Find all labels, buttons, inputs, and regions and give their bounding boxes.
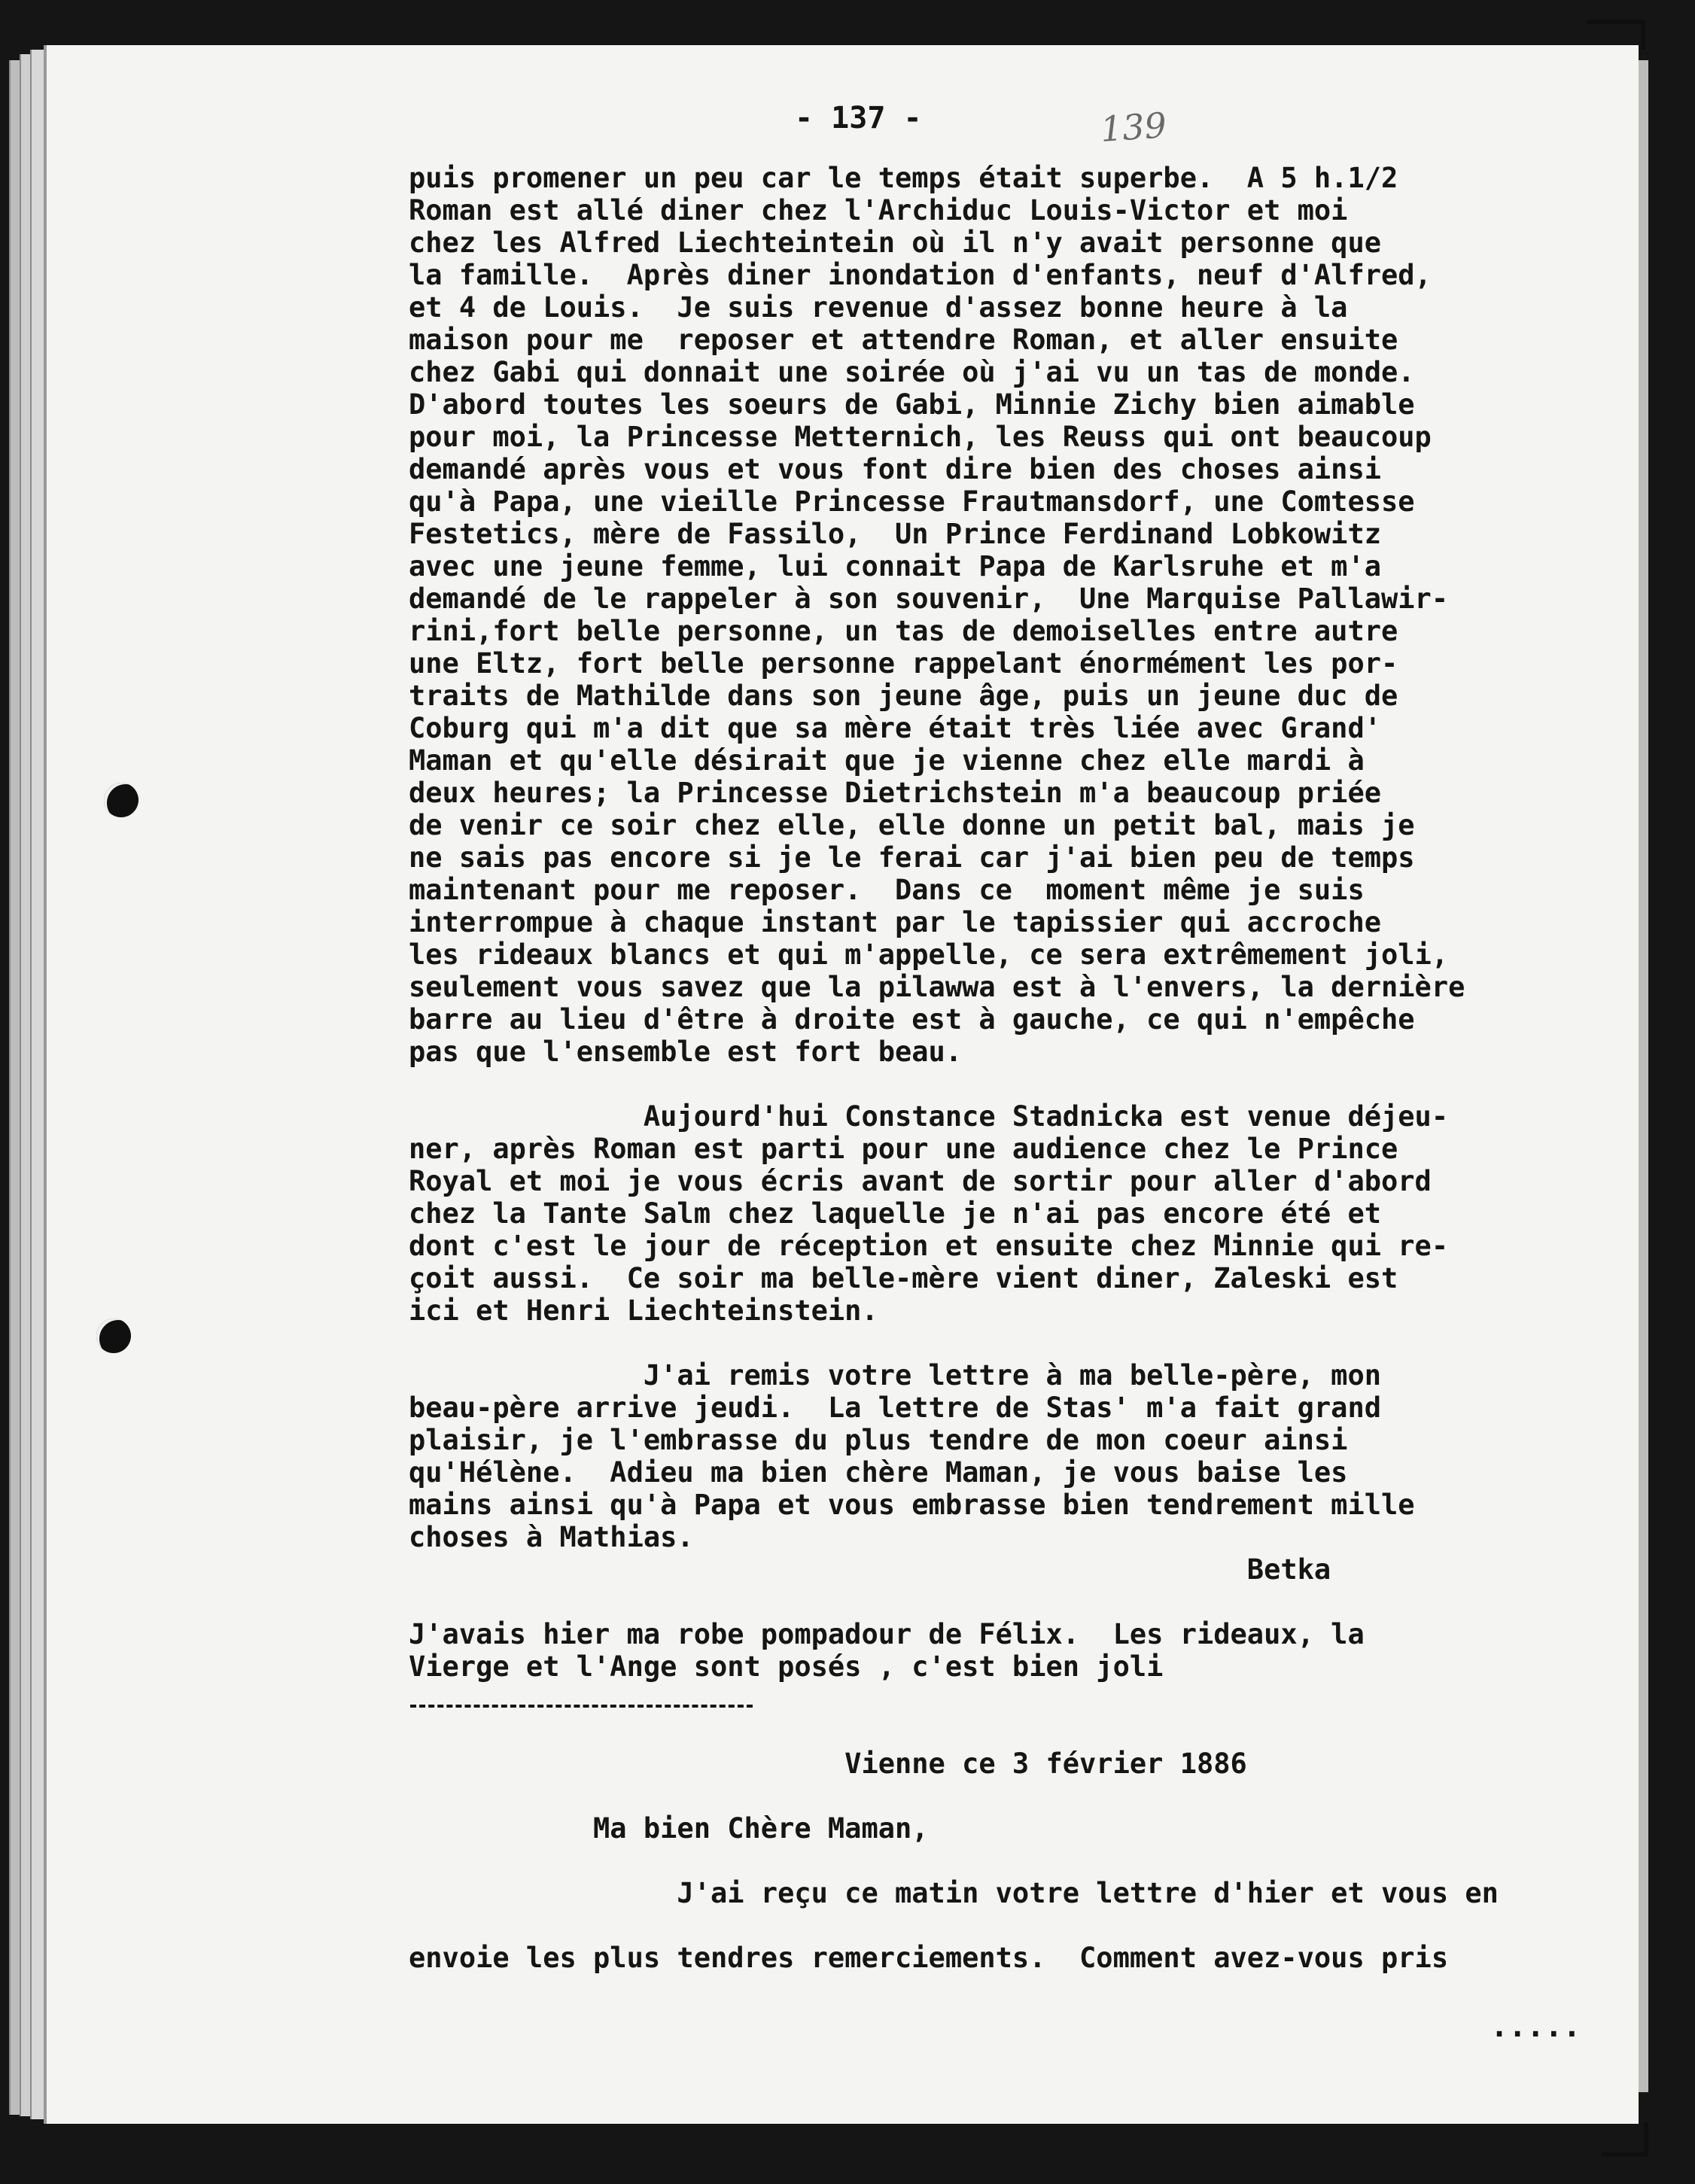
text-line: qu'Hélène. Adieu ma bien chère Maman, je vous baise les bbox=[409, 1456, 1348, 1489]
text-line: et 4 de Louis. Je suis revenue d'assez bonne heure à la bbox=[409, 291, 1348, 324]
text-line: pour moi, la Princesse Metternich, les Reuss qui ont beaucoup bbox=[409, 421, 1432, 453]
text-line: Royal et moi je vous écris avant de sortir pour aller d'abord bbox=[409, 1165, 1432, 1197]
text-line: Festetics, mère de Fassilo, Un Prince Ferdinand Lobkowitz bbox=[409, 518, 1382, 550]
crop-mark-top-right bbox=[1587, 20, 1645, 50]
text-line: de venir ce soir chez elle, elle donne un petit bal, mais je bbox=[409, 809, 1415, 841]
text-line: J'ai reçu ce matin votre lettre d'hier et vous en bbox=[409, 1877, 1499, 1909]
text-line: seulement vous savez que la pilawwa est à l'envers, la dernière bbox=[409, 971, 1465, 1003]
text-line: avec une jeune femme, lui connait Papa de Karlsruhe et m'a bbox=[409, 550, 1382, 583]
text-line: barre au lieu d'être à droite est à gauche, ce qui n'empêche bbox=[409, 1003, 1415, 1036]
text-line: Coburg qui m'a dit que sa mère était très liée avec Grand' bbox=[409, 712, 1382, 744]
text-line: Maman et qu'elle désirait que je vienne chez elle mardi à bbox=[409, 744, 1365, 777]
text-line: qu'à Papa, une vieille Princesse Frautmansdorf, une Comtesse bbox=[409, 485, 1415, 518]
text-line: puis promener un peu car le temps était superbe. A 5 h.1/2 bbox=[409, 162, 1398, 194]
text-line: deux heures; la Princesse Dietrichstein m'a beaucoup priée bbox=[409, 777, 1382, 809]
continuation-marker: ..... bbox=[1490, 2009, 1581, 2044]
text-line: Vienne ce 3 février 1886 bbox=[409, 1748, 1247, 1780]
text-line: mains ainsi qu'à Papa et vous embrasse bien tendrement mille bbox=[409, 1489, 1415, 1521]
text-line: J'avais hier ma robe pompadour de Félix. Les rideaux, la bbox=[409, 1618, 1365, 1650]
text-line: çoit aussi. Ce soir ma belle-mère vient diner, Zaleski est bbox=[409, 1262, 1398, 1294]
text-line: choses à Mathias. bbox=[409, 1521, 694, 1553]
text-line: ne sais pas encore si je le ferai car j'ai bien peu de temps bbox=[409, 841, 1415, 874]
text-line: maison pour me reposer et attendre Roman, et aller ensuite bbox=[409, 324, 1398, 356]
text-line: maintenant pour me reposer. Dans ce moment même je suis bbox=[409, 874, 1365, 906]
text-line: plaisir, je l'embrasse du plus tendre de mon coeur ainsi bbox=[409, 1424, 1348, 1456]
text-line: une Eltz, fort belle personne rappelant énormément les por- bbox=[409, 647, 1398, 680]
text-line: J'ai remis votre lettre à ma belle-père, mon bbox=[409, 1359, 1382, 1392]
letter-body bbox=[409, 162, 1499, 1974]
text-line: Vierge et l'Ange sont posés , c'est bien joli bbox=[409, 1650, 1164, 1683]
text-line: rini,fort belle personne, un tas de demoiselles entre autre bbox=[409, 615, 1398, 647]
crop-mark-bottom-right bbox=[1602, 2122, 1648, 2157]
text-line: la famille. Après diner inondation d'enfants, neuf d'Alfred, bbox=[409, 259, 1432, 291]
text-line: ner, après Roman est parti pour une audience chez le Prince bbox=[409, 1133, 1398, 1165]
text-line: Betka bbox=[409, 1553, 1331, 1586]
text-line: D'abord toutes les soeurs de Gabi, Minnie Zichy bien aimable bbox=[409, 388, 1415, 421]
text-line: Aujourd'hui Constance Stadnicka est venue déjeu- bbox=[409, 1100, 1449, 1133]
text-line: dont c'est le jour de réception et ensuite chez Minnie qui re- bbox=[409, 1230, 1449, 1262]
text-line: demandé après vous et vous font dire bien des choses ainsi bbox=[409, 453, 1382, 485]
text-line: traits de Mathilde dans son jeune âge, puis un jeune duc de bbox=[409, 680, 1398, 712]
text-line: Ma bien Chère Maman, bbox=[409, 1812, 929, 1845]
handwritten-archive-number: 139 bbox=[1099, 105, 1168, 150]
page-number: - 137 - bbox=[795, 101, 922, 135]
text-line: envoie les plus tendres remerciements. Comment avez-vous pris bbox=[409, 1942, 1449, 1974]
text-line: beau-père arrive jeudi. La lettre de Stas' m'a fait grand bbox=[409, 1392, 1382, 1424]
text-line: les rideaux blancs et qui m'appelle, ce sera extrêmement joli, bbox=[409, 938, 1449, 971]
text-line: demandé de le rappeler à son souvenir, Une Marquise Pallawir- bbox=[409, 583, 1449, 615]
text-line: chez la Tante Salm chez laquelle je n'ai pas encore été et bbox=[409, 1197, 1382, 1230]
text-line: Roman est allé diner chez l'Archiduc Louis-Victor et moi bbox=[409, 194, 1348, 227]
dashed-divider bbox=[410, 1705, 753, 1708]
text-line: ici et Henri Liechteinstein. bbox=[409, 1294, 878, 1327]
text-line: interrompue à chaque instant par le tapissier qui accroche bbox=[409, 906, 1382, 938]
text-line: chez Gabi qui donnait une soirée où j'ai vu un tas de monde. bbox=[409, 356, 1415, 388]
text-line: pas que l'ensemble est fort beau. bbox=[409, 1036, 963, 1068]
punch-hole-icon bbox=[104, 783, 138, 817]
punch-hole-icon bbox=[96, 1319, 131, 1353]
text-line: chez les Alfred Liechteintein où il n'y avait personne que bbox=[409, 227, 1382, 259]
